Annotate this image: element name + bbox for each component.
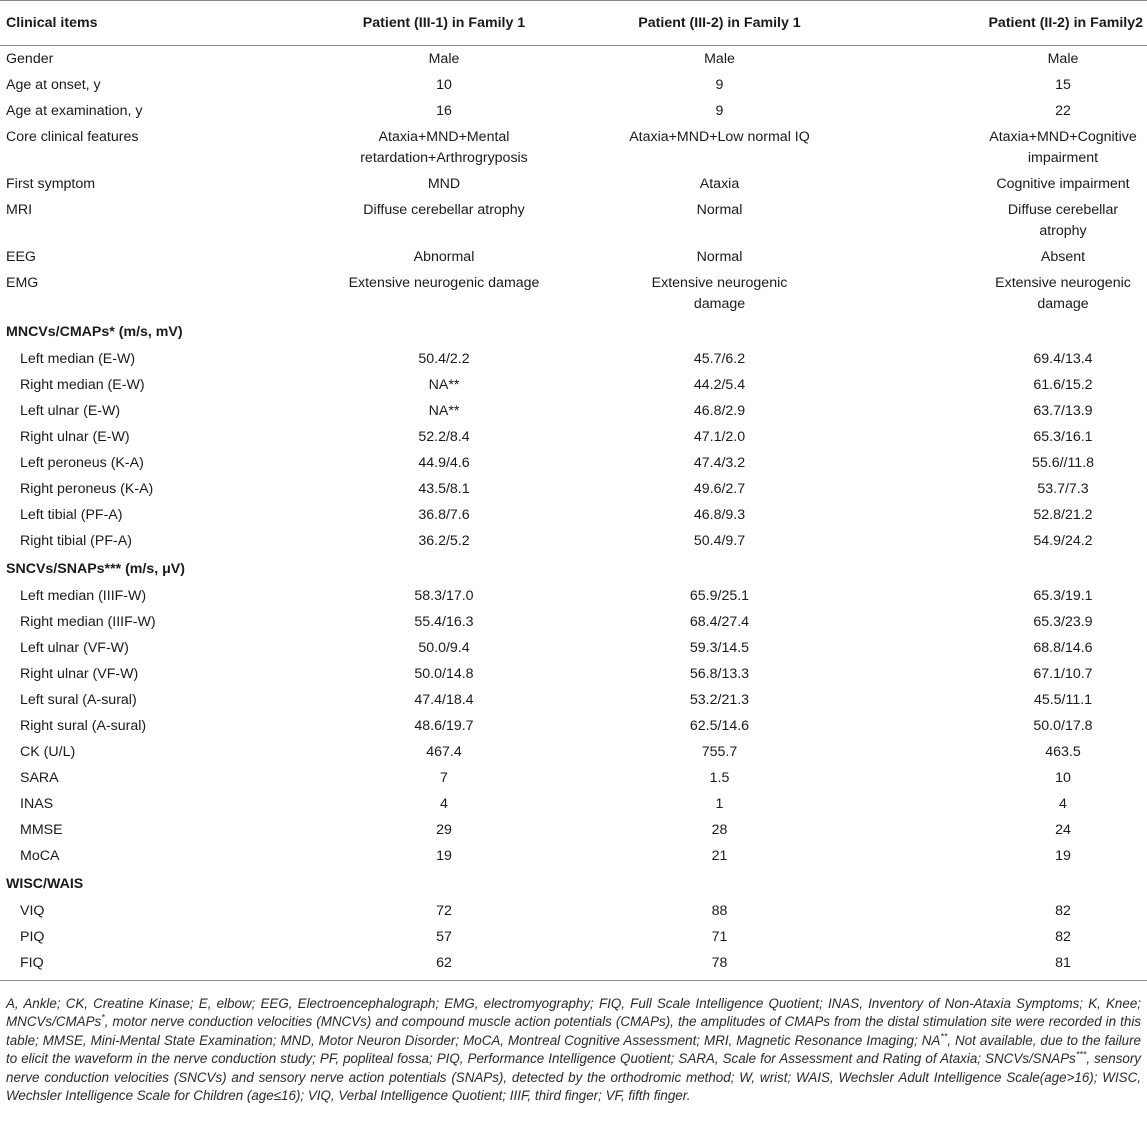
cell-patient-2 [593, 424, 846, 450]
cell-patient-3 [846, 817, 1147, 843]
cell-patient-1-text: 7 [440, 769, 448, 786]
cell-patient-1-text: 36.8/7.6 [418, 506, 470, 523]
cell-patient-3 [846, 372, 1147, 398]
cell-patient-3 [846, 635, 1147, 661]
section-row [0, 869, 1147, 898]
cell-patient-3 [846, 270, 1147, 317]
cell-patient-1 [295, 476, 593, 502]
header-clinical-items: Clinical items [0, 1, 295, 46]
cell-patient-1 [295, 197, 593, 244]
cell-patient-2-text: Ataxia+MND+Low normal IQ [629, 128, 810, 145]
table-row [0, 661, 1147, 687]
row-label: Left ulnar (VF-W) [20, 639, 129, 656]
cell-patient-1-text: 43.5/8.1 [418, 480, 470, 497]
cell-patient-3-text: Ataxia+MND+Cognitive impairment [989, 128, 1137, 166]
row-label: MMSE [20, 821, 63, 838]
cell-patient-3 [846, 398, 1147, 424]
table-row [0, 739, 1147, 765]
table-row [0, 609, 1147, 635]
cell-patient-2-text: 53.2/21.3 [689, 691, 750, 708]
cell-patient-1 [295, 843, 593, 869]
cell-patient-2-text: 28 [711, 821, 728, 838]
cell-patient-1-text: 50.0/14.8 [414, 665, 474, 682]
cell-patient-1 [295, 450, 593, 476]
cell-patient-3 [846, 528, 1147, 554]
cell-patient-2 [593, 372, 846, 398]
table-row [0, 713, 1147, 739]
cell-patient-2-text: 59.3/14.5 [689, 639, 750, 656]
header-patient-3: Patient (II-2) in Family2 [846, 1, 1147, 46]
cell-patient-1-text: 72 [436, 902, 452, 919]
cell-patient-3-text: 50.0/17.8 [1033, 717, 1093, 734]
footnote-sup-2: ** [940, 1031, 948, 1042]
row-label: MRI [6, 201, 33, 218]
cell-patient-3 [846, 98, 1147, 124]
cell-patient-3 [846, 924, 1147, 950]
cell-patient-1 [295, 661, 593, 687]
cell-patient-1 [295, 609, 593, 635]
cell-patient-3-text: Male [1047, 50, 1079, 67]
cell-patient-2-text: Normal [696, 248, 743, 265]
cell-patient-3-text: 82 [1055, 928, 1071, 945]
cell-patient-1 [295, 72, 593, 98]
cell-patient-1 [295, 713, 593, 739]
cell-patient-2 [593, 72, 846, 98]
row-label: EMG [6, 274, 39, 291]
table-row [0, 817, 1147, 843]
table-row [0, 843, 1147, 869]
row-label: Left tibial (PF-A) [20, 506, 123, 523]
cell-patient-3 [846, 72, 1147, 98]
cell-patient-2 [593, 124, 846, 171]
cell-patient-1-text: 50.0/9.4 [418, 639, 470, 656]
cell-patient-3 [846, 124, 1147, 171]
row-label: SARA [20, 769, 59, 786]
cell-patient-3 [846, 791, 1147, 817]
cell-patient-2-text: 1 [715, 795, 724, 812]
cell-patient-3 [846, 450, 1147, 476]
cell-patient-2 [593, 476, 846, 502]
footnote-text-1: A, Ankle; CK, Creatine Kinase; E, elbow; EEG, Electroencephalograph; EMG, electromyography; FIQ, Full Scale Intelligence Quotient; INAS, Inventory of Non-Ataxia Symptoms; K, Knee; MNCVs/CMAPs [6, 995, 1141, 1030]
cell-patient-3-text: 54.9/24.2 [1033, 532, 1093, 549]
cell-patient-2 [593, 817, 846, 843]
cell-patient-3-text: 63.7/13.9 [1033, 402, 1093, 419]
row-label: Left median (E-W) [20, 350, 136, 367]
cell-patient-1-text: 19 [436, 847, 452, 864]
table-row [0, 635, 1147, 661]
cell-patient-1-text: 10 [436, 76, 452, 93]
cell-patient-2-text: Normal [696, 201, 743, 218]
cell-patient-1-text: 50.4/2.2 [418, 350, 470, 367]
row-label: Age at examination, y [6, 102, 143, 119]
table-row [0, 72, 1147, 98]
row-label: Right peroneus (K-A) [20, 480, 154, 497]
cell-patient-2-text: 44.2/5.4 [693, 376, 746, 393]
cell-patient-1-text: 52.2/8.4 [418, 428, 470, 445]
row-label: Right median (IIIF-W) [20, 613, 156, 630]
cell-patient-2-text: 755.7 [701, 743, 738, 760]
cell-patient-1 [295, 687, 593, 713]
cell-patient-3 [846, 424, 1147, 450]
cell-patient-1 [295, 398, 593, 424]
cell-patient-2-text: 78 [711, 954, 728, 971]
header-patient-2: Patient (III-2) in Family 1 [593, 1, 846, 46]
cell-patient-2 [593, 635, 846, 661]
cell-patient-2 [593, 46, 846, 73]
cell-patient-2-text: 9 [715, 76, 724, 93]
cell-patient-2-text: 47.1/2.0 [693, 428, 746, 445]
cell-patient-1 [295, 98, 593, 124]
cell-patient-2-text: 45.7/6.2 [693, 350, 746, 367]
cell-patient-1 [295, 765, 593, 791]
cell-patient-3 [846, 346, 1147, 372]
table-row [0, 171, 1147, 197]
cell-patient-3-text: Cognitive impairment [996, 175, 1130, 192]
table-row [0, 502, 1147, 528]
cell-patient-1-text: 16 [436, 102, 452, 119]
cell-patient-1-text: Ataxia+MND+Mental retardation+Arthrogryposis [360, 128, 528, 166]
cell-patient-2-text: 9 [715, 102, 724, 119]
row-label: Age at onset, y [6, 76, 101, 93]
table-row [0, 124, 1147, 171]
cell-patient-2 [593, 528, 846, 554]
row-label: Right tibial (PF-A) [20, 532, 132, 549]
cell-patient-2 [593, 898, 846, 924]
cell-patient-2 [593, 765, 846, 791]
footnote-sup-3: *** [1075, 1049, 1087, 1060]
cell-patient-3 [846, 739, 1147, 765]
cell-patient-1 [295, 924, 593, 950]
cell-patient-3-text: 68.8/14.6 [1033, 639, 1093, 656]
table-row [0, 687, 1147, 713]
cell-patient-2-text: Ataxia [699, 175, 740, 192]
cell-patient-1-text: Extensive neurogenic damage [348, 274, 540, 291]
table-row [0, 583, 1147, 609]
cell-patient-2-text: 68.4/27.4 [689, 613, 750, 630]
table-row [0, 950, 1147, 980]
cell-patient-1-text: 58.3/17.0 [414, 587, 474, 604]
cell-patient-1-text: 36.2/5.2 [418, 532, 470, 549]
cell-patient-3-text: Absent [1040, 248, 1086, 265]
header-patient-1: Patient (III-1) in Family 1 [295, 1, 593, 46]
cell-patient-1-text: 47.4/18.4 [414, 691, 474, 708]
cell-patient-3 [846, 476, 1147, 502]
cell-patient-2 [593, 346, 846, 372]
cell-patient-2-text: 88 [711, 902, 728, 919]
cell-patient-2-text: 47.4/3.2 [693, 454, 746, 471]
cell-patient-2 [593, 843, 846, 869]
cell-patient-1-text: 55.4/16.3 [414, 613, 474, 630]
cell-patient-3-text: 61.6/15.2 [1033, 376, 1093, 393]
cell-patient-3-text: 463.5 [1045, 743, 1081, 760]
cell-patient-1-text: 44.9/4.6 [418, 454, 470, 471]
cell-patient-1 [295, 791, 593, 817]
cell-patient-2-text: 21 [711, 847, 728, 864]
cell-patient-1 [295, 528, 593, 554]
cell-patient-1 [295, 583, 593, 609]
cell-patient-1-text: Diffuse cerebellar atrophy [363, 201, 525, 218]
section-row [0, 317, 1147, 346]
cell-patient-2-text: 65.9/25.1 [689, 587, 750, 604]
footnote-text-2: , motor nerve conduction velocities (MNCVs) and compound muscle action potentials (CMAPs), the amplitudes of CMAPs from the distal stimulation site were recorded in this table; MMSE, Mini-Mental State Examination; MND, Motor Neuron Disorder; MoCA, Montreal Cognitive Assessment; MRI, Magnetic Resonance Imaging; NA [6, 1014, 1141, 1048]
row-label: Left peroneus (K-A) [20, 454, 144, 471]
table-row [0, 450, 1147, 476]
cell-patient-3 [846, 46, 1147, 73]
cell-patient-2-text: 46.8/9.3 [693, 506, 746, 523]
cell-patient-3-text: 67.1/10.7 [1033, 665, 1093, 682]
cell-patient-1 [295, 502, 593, 528]
cell-patient-3 [846, 244, 1147, 270]
row-label: EEG [6, 248, 36, 265]
cell-patient-1-text: 62 [436, 954, 452, 971]
cell-patient-3 [846, 713, 1147, 739]
cell-patient-2-text: 71 [711, 928, 728, 945]
cell-patient-3 [846, 843, 1147, 869]
cell-patient-3 [846, 609, 1147, 635]
cell-patient-2-text: Extensive neurogenic damage [651, 274, 788, 312]
row-label: INAS [20, 795, 54, 812]
cell-patient-2-text: 1.5 [709, 769, 730, 786]
row-label: Right ulnar (VF-W) [20, 665, 139, 682]
table-row [0, 924, 1147, 950]
table-header [0, 1, 1147, 46]
table-row [0, 398, 1147, 424]
cell-patient-1-text: Male [428, 50, 460, 67]
cell-patient-3 [846, 950, 1147, 980]
section-heading: SNCVs/SNAPs*** (m/s, μV) [6, 561, 185, 577]
cell-patient-1-text: MND [427, 175, 461, 192]
cell-patient-2 [593, 791, 846, 817]
cell-patient-2 [593, 950, 846, 980]
table-row [0, 244, 1147, 270]
cell-patient-1 [295, 898, 593, 924]
row-label: FIQ [0, 950, 295, 980]
cell-patient-2 [593, 270, 846, 317]
row-label: Core clinical features [6, 128, 139, 145]
cell-patient-2-text: 50.4/9.7 [693, 532, 746, 549]
cell-patient-1 [295, 270, 593, 317]
cell-patient-3-text: 10 [1055, 769, 1071, 786]
section-heading: MNCVs/CMAPs* (m/s, mV) [6, 324, 183, 340]
cell-patient-3-text: Extensive neurogenic damage [995, 274, 1131, 312]
cell-patient-2 [593, 244, 846, 270]
cell-patient-3 [846, 502, 1147, 528]
cell-patient-2 [593, 398, 846, 424]
cell-patient-3 [846, 661, 1147, 687]
cell-patient-1 [295, 372, 593, 398]
cell-patient-3 [846, 765, 1147, 791]
cell-patient-3-text: 65.3/23.9 [1033, 613, 1093, 630]
table-row [0, 476, 1147, 502]
cell-patient-2 [593, 661, 846, 687]
cell-patient-3-text: 81 [1055, 954, 1071, 971]
cell-patient-3-text: 69.4/13.4 [1033, 350, 1093, 367]
cell-patient-1 [295, 171, 593, 197]
cell-patient-2 [593, 502, 846, 528]
table-row [0, 372, 1147, 398]
table-row [0, 791, 1147, 817]
cell-patient-3-text: 65.3/16.1 [1033, 428, 1093, 445]
footnote-text-4: , sensory nerve conduction velocities (SNCVs) and sensory nerve action potentials (SNAPs), detected by the orthodromic method; W, wrist; WAIS, Wechsler Adult Intelligence Scale(age>16); WISC, Wechsler Intelligence Scale for Children (age≤16); VIQ, Verbal Intelligence Quotient; IIIF, third finger; VF, fifth finger. [6, 1051, 1141, 1104]
table-row [0, 346, 1147, 372]
row-label: Right median (E-W) [20, 376, 145, 393]
cell-patient-2 [593, 98, 846, 124]
cell-patient-1-text: 57 [436, 928, 452, 945]
table-row [0, 46, 1147, 73]
table-row [0, 424, 1147, 450]
cell-patient-2 [593, 609, 846, 635]
cell-patient-3-text: 45.5/11.1 [1033, 691, 1093, 708]
cell-patient-1-text: 467.4 [426, 743, 462, 760]
cell-patient-2-text: 46.8/2.9 [693, 402, 746, 419]
cell-patient-3 [846, 583, 1147, 609]
cell-patient-2 [593, 171, 846, 197]
table-row [0, 898, 1147, 924]
row-label: Gender [6, 50, 54, 67]
cell-patient-1-text: 4 [440, 795, 448, 812]
cell-patient-3-text: 65.3/19.1 [1033, 587, 1093, 604]
table-row [0, 765, 1147, 791]
cell-patient-1 [295, 635, 593, 661]
table-body [0, 46, 1147, 981]
cell-patient-1 [295, 424, 593, 450]
cell-patient-2-text: 62.5/14.6 [689, 717, 750, 734]
cell-patient-1 [295, 817, 593, 843]
row-label: VIQ [20, 902, 45, 919]
cell-patient-2 [593, 713, 846, 739]
cell-patient-1-text: 48.6/19.7 [414, 717, 474, 734]
cell-patient-2 [593, 583, 846, 609]
table-row [0, 270, 1147, 317]
cell-patient-3-text: 55.6//11.8 [1031, 454, 1095, 471]
cell-patient-3-text: Diffuse cerebellar atrophy [1007, 201, 1119, 239]
row-label: Right ulnar (E-W) [20, 428, 130, 445]
table-footnote [0, 981, 1147, 1107]
row-label: Left sural (A-sural) [20, 691, 137, 708]
cell-patient-3 [846, 197, 1147, 244]
footnote-sup-1: * [101, 1012, 105, 1023]
table-row [0, 98, 1147, 124]
row-label: MoCA [20, 847, 60, 864]
cell-patient-1-text: NA** [428, 376, 460, 393]
cell-patient-3-text: 15 [1055, 76, 1071, 93]
row-label: First symptom [6, 175, 96, 192]
cell-patient-2 [593, 739, 846, 765]
cell-patient-2-text: 49.6/2.7 [693, 480, 746, 497]
cell-patient-3-text: 4 [1059, 795, 1067, 812]
header-row [0, 1, 1147, 46]
row-label: Left ulnar (E-W) [20, 402, 121, 419]
row-label: Right sural (A-sural) [20, 717, 147, 734]
cell-patient-1 [295, 46, 593, 73]
cell-patient-1 [295, 124, 593, 171]
row-label: PIQ [20, 928, 45, 945]
row-label: Left median (IIIF-W) [20, 587, 147, 604]
cell-patient-1 [295, 244, 593, 270]
table-row [0, 528, 1147, 554]
cell-patient-3 [846, 898, 1147, 924]
row-label: CK (U/L) [20, 743, 76, 760]
cell-patient-2 [593, 197, 846, 244]
cell-patient-3-text: 22 [1055, 102, 1071, 119]
cell-patient-2-text: Male [704, 50, 735, 67]
cell-patient-3-text: 24 [1055, 821, 1071, 838]
cell-patient-3-text: 82 [1055, 902, 1071, 919]
cell-patient-2 [593, 924, 846, 950]
section-row [0, 554, 1147, 583]
cell-patient-2 [593, 450, 846, 476]
cell-patient-1 [295, 950, 593, 980]
cell-patient-1-text: 29 [436, 821, 452, 838]
table-row [0, 197, 1147, 244]
cell-patient-3-text: 53.7/7.3 [1037, 480, 1089, 497]
section-heading: WISC/WAIS [6, 876, 84, 892]
cell-patient-1-text: Abnormal [413, 248, 475, 265]
cell-patient-3-text: 19 [1055, 847, 1071, 864]
cell-patient-1-text: NA** [428, 402, 460, 419]
cell-patient-3 [846, 687, 1147, 713]
cell-patient-2 [593, 687, 846, 713]
cell-patient-3-text: 52.8/21.2 [1033, 506, 1093, 523]
cell-patient-1 [295, 346, 593, 372]
cell-patient-1 [295, 739, 593, 765]
footnote-text-3: , Not available, due to the failure to elicit the waveform in the nerve conduction study; PF, popliteal fossa; PIQ, Performance Intelligence Quotient; SARA, Scale for Assessment and Rating of Ataxia; SNCVs/SNAPs [6, 1032, 1141, 1067]
cell-patient-3 [846, 171, 1147, 197]
cell-patient-2-text: 56.8/13.3 [689, 665, 750, 682]
